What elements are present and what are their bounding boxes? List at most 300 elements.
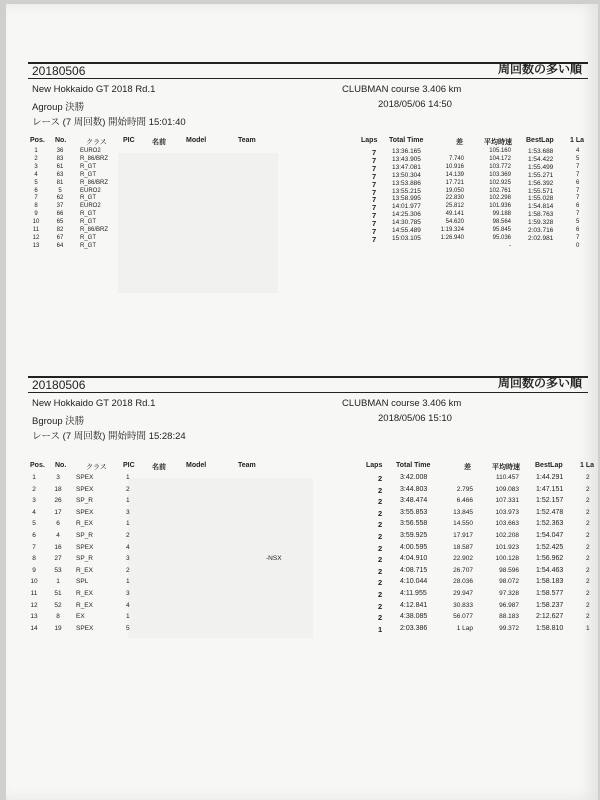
cell-avg-speed: 102.925 bbox=[489, 179, 511, 186]
cell-total-time: 3:56.558 bbox=[400, 520, 428, 528]
header-best-lap: BestLap bbox=[535, 462, 563, 469]
cell-pic: 2 bbox=[126, 532, 130, 539]
course-name: CLUBMAN course 3.406 km bbox=[342, 84, 462, 95]
cell-laps: 7 bbox=[372, 195, 377, 205]
cell-laps: 2 bbox=[378, 566, 383, 576]
cell-best-lap-number: 0 bbox=[576, 242, 580, 249]
cell-car-no: 1 bbox=[56, 578, 60, 586]
cell-class: SP_R bbox=[76, 497, 93, 505]
cell-pos: 6 bbox=[32, 532, 36, 539]
cell-car-no: 52 bbox=[54, 601, 62, 609]
table-row bbox=[28, 486, 588, 495]
cell-pos: 1 bbox=[32, 474, 36, 481]
cell-car-no: 3 bbox=[56, 474, 60, 481]
event-name: New Hokkaido GT 2018 Rd.1 bbox=[32, 398, 156, 409]
cell-laps: 7 bbox=[372, 148, 377, 157]
cell-best-lap-number: 2 bbox=[586, 555, 590, 563]
cell-class: SPEX bbox=[76, 508, 94, 516]
cell-car-no: 6 bbox=[56, 520, 60, 528]
cell-avg-speed: - bbox=[509, 242, 511, 249]
cell-total-time: 13:50.304 bbox=[392, 171, 421, 179]
cell-pos: 12 bbox=[32, 234, 40, 241]
cell-pos: 9 bbox=[32, 566, 36, 574]
cell-pos: 10 bbox=[32, 219, 40, 226]
cell-pos: 11 bbox=[32, 227, 40, 233]
cell-avg-speed: 102.208 bbox=[495, 532, 519, 539]
cell-total-time: 13:53.886 bbox=[392, 179, 421, 187]
cell-best-lap-number: 4 bbox=[576, 148, 580, 154]
cell-best-lap-number: 2 bbox=[586, 590, 590, 597]
cell-class: R_86/BRZ bbox=[80, 155, 109, 162]
cell-avg-speed: 104.172 bbox=[489, 155, 511, 162]
cell-best-lap: 1:55.028 bbox=[528, 195, 554, 203]
cell-best-lap-number: 2 bbox=[586, 601, 590, 609]
cell-pic: 1 bbox=[126, 613, 130, 621]
cell-pic: 3 bbox=[126, 555, 130, 563]
cell-pos: 10 bbox=[30, 578, 38, 586]
cell-class: SP_R bbox=[76, 555, 93, 563]
cell-diff: 49.141 bbox=[445, 211, 464, 218]
cell-laps: 2 bbox=[378, 520, 383, 530]
header-team: Team bbox=[238, 462, 256, 469]
cell-best-lap-number: 2 bbox=[586, 578, 590, 586]
cell-class: SPEX bbox=[76, 485, 94, 493]
cell-avg-speed: 107.331 bbox=[495, 497, 519, 505]
cell-pos: 4 bbox=[32, 508, 36, 516]
header-best-lap: BestLap bbox=[526, 137, 554, 144]
cell-laps: 2 bbox=[378, 532, 383, 541]
cell-car-no: 19 bbox=[54, 624, 62, 632]
cell-avg-speed: 88.183 bbox=[499, 613, 519, 621]
table-row bbox=[28, 509, 588, 518]
cell-class: R_GT bbox=[80, 195, 97, 202]
cell-avg-speed: 99.372 bbox=[499, 624, 519, 632]
cell-class: R_GT bbox=[80, 234, 97, 241]
table-row bbox=[28, 474, 588, 483]
cell-total-time: 3:44.803 bbox=[400, 485, 428, 493]
cell-car-no: 64 bbox=[56, 242, 64, 249]
cell-avg-speed: 95.845 bbox=[492, 227, 511, 233]
cell-total-time: 4:38.085 bbox=[400, 613, 428, 621]
cell-pos: 12 bbox=[30, 601, 38, 609]
cell-total-time: 13:55.215 bbox=[392, 187, 421, 195]
cell-class: R_86/BRZ bbox=[80, 227, 109, 233]
cell-diff: 22.830 bbox=[445, 195, 464, 202]
cell-car-no: 63 bbox=[56, 171, 64, 178]
cell-total-time: 3:55.853 bbox=[400, 508, 428, 516]
cell-avg-speed: 98.596 bbox=[499, 566, 519, 574]
header-pos: Pos. bbox=[30, 137, 45, 144]
header-model: Model bbox=[186, 462, 207, 469]
cell-best-lap-number: 7 bbox=[576, 195, 580, 202]
cell-class: SPEX bbox=[76, 474, 94, 481]
cell-pic: 3 bbox=[126, 590, 130, 597]
cell-diff: 14.550 bbox=[453, 520, 473, 528]
cell-pos: 7 bbox=[32, 543, 36, 551]
cell-diff: 30.833 bbox=[453, 601, 473, 609]
header-class: クラス bbox=[86, 139, 107, 146]
cell-avg-speed: 100.128 bbox=[495, 555, 519, 563]
cell-best-lap-number: 2 bbox=[586, 497, 590, 505]
cell-pos: 6 bbox=[34, 187, 38, 194]
header-total-time: Total Time bbox=[389, 137, 424, 144]
cell-best-lap-number: 2 bbox=[586, 474, 590, 481]
cell-diff: 7.740 bbox=[448, 155, 464, 162]
cell-avg-speed: 110.457 bbox=[495, 474, 519, 481]
cell-diff: 17.917 bbox=[453, 532, 473, 539]
cell-diff: 1 Lap bbox=[456, 624, 473, 632]
cell-car-no: 83 bbox=[56, 155, 64, 162]
cell-best-lap: 1:54.814 bbox=[528, 203, 554, 211]
header-avg-speed: 平均時速 bbox=[492, 464, 520, 471]
header-total-time: Total Time bbox=[396, 462, 431, 469]
cell-car-no: 17 bbox=[54, 508, 62, 516]
cell-avg-speed: 109.083 bbox=[495, 485, 519, 493]
cell-best-lap: 1:58.183 bbox=[536, 578, 564, 586]
cell-class: R_EX bbox=[76, 601, 93, 609]
cell-pos: 2 bbox=[34, 155, 38, 162]
cell-diff: 13.845 bbox=[453, 508, 473, 516]
cell-pos: 3 bbox=[32, 497, 36, 505]
cell-best-lap: 1:54.422 bbox=[528, 155, 554, 163]
cell-best-lap-number: 7 bbox=[576, 187, 580, 194]
cell-best-lap: 1:58.810 bbox=[536, 624, 564, 632]
cell-best-lap: 1:52.363 bbox=[536, 520, 564, 528]
cell-best-lap: 1:44.291 bbox=[536, 474, 564, 481]
cell-car-no: 62 bbox=[56, 195, 64, 202]
cell-pic: 5 bbox=[126, 624, 130, 632]
header-diff: 差 bbox=[456, 139, 463, 146]
cell-diff: 25.812 bbox=[445, 203, 464, 210]
cell-best-lap-number: 2 bbox=[586, 566, 590, 574]
table-row bbox=[28, 532, 588, 541]
cell-best-lap: 1:52.157 bbox=[536, 497, 564, 505]
header-no: No. bbox=[55, 137, 67, 144]
cell-car-no: 5 bbox=[58, 187, 62, 194]
header-laps: Laps bbox=[366, 462, 383, 469]
table-row bbox=[28, 625, 588, 634]
cell-best-lap: 1:58.763 bbox=[528, 211, 554, 219]
cell-total-time: 14:55.489 bbox=[392, 227, 421, 234]
header-model: Model bbox=[186, 137, 207, 144]
cell-class: R_GT bbox=[80, 242, 97, 249]
cell-laps: 7 bbox=[372, 155, 377, 165]
cell-diff: 28.036 bbox=[453, 578, 473, 586]
cell-pic: 3 bbox=[126, 508, 130, 516]
header-avg-speed: 平均時速 bbox=[484, 139, 512, 146]
table-row bbox=[28, 520, 588, 529]
cell-class: R_EX bbox=[76, 520, 93, 528]
cell-pic: 2 bbox=[126, 566, 130, 574]
cell-pos: 5 bbox=[32, 520, 36, 528]
cell-best-lap: 1:52.425 bbox=[536, 543, 564, 551]
header-name: 名前 bbox=[152, 464, 166, 471]
table-row bbox=[28, 243, 588, 252]
header-team: Team bbox=[238, 137, 256, 144]
cell-diff: 10.916 bbox=[445, 163, 464, 170]
table-row bbox=[28, 544, 588, 553]
cell-laps: 2 bbox=[378, 474, 383, 483]
cell-diff: 6.466 bbox=[456, 497, 473, 505]
cell-class: EURO2 bbox=[80, 148, 101, 154]
cell-total-time: 14:25.306 bbox=[392, 211, 421, 219]
cell-car-no: 8 bbox=[56, 613, 60, 621]
cell-total-time: 13:47.081 bbox=[392, 163, 421, 171]
table-row bbox=[28, 555, 588, 564]
cell-class: EURO2 bbox=[80, 187, 101, 194]
cell-pic: 1 bbox=[126, 474, 130, 481]
cell-class: SPL bbox=[76, 578, 89, 586]
cell-best-lap: 1:59.328 bbox=[528, 219, 554, 227]
cell-laps: 7 bbox=[372, 179, 377, 189]
cell-laps: 7 bbox=[372, 234, 377, 244]
cell-avg-speed: 103.369 bbox=[489, 171, 511, 178]
cell-class: SP_R bbox=[76, 532, 93, 539]
cell-diff: 56.077 bbox=[453, 613, 473, 621]
cell-laps: 1 bbox=[378, 624, 383, 634]
cell-best-lap: 1:55.499 bbox=[528, 163, 554, 171]
report-date: 20180506 bbox=[32, 64, 86, 78]
cell-laps: 7 bbox=[372, 203, 377, 213]
cell-avg-speed: 101.923 bbox=[495, 543, 519, 551]
cell-best-lap-number: 2 bbox=[586, 485, 590, 493]
cell-class: SPEX bbox=[76, 624, 94, 632]
cell-best-lap: 2:03.716 bbox=[528, 227, 554, 234]
cell-diff: 22.902 bbox=[453, 555, 473, 563]
cell-pos: 13 bbox=[32, 242, 40, 249]
cell-avg-speed: 95.036 bbox=[492, 234, 511, 241]
cell-avg-speed: 99.188 bbox=[492, 211, 511, 218]
cell-avg-speed: 102.298 bbox=[489, 195, 511, 202]
cell-pos: 9 bbox=[34, 211, 38, 218]
cell-car-no: 36 bbox=[56, 148, 64, 154]
group-label: Agroup 決勝 bbox=[32, 102, 85, 113]
cell-pos: 8 bbox=[32, 555, 36, 563]
cell-car-no: 53 bbox=[54, 566, 62, 574]
cell-car-no: 82 bbox=[56, 227, 64, 233]
cell-total-time: 3:48.474 bbox=[400, 497, 428, 505]
cell-best-lap: 1:56.962 bbox=[536, 555, 564, 563]
cell-total-time: 3:59.925 bbox=[400, 532, 428, 539]
cell-best-lap-number: 2 bbox=[586, 532, 590, 539]
session-datetime: 2018/05/06 14:50 bbox=[378, 99, 452, 110]
cell-best-lap: 1:55.271 bbox=[528, 171, 554, 179]
cell-pos: 2 bbox=[32, 485, 36, 493]
cell-class: EX bbox=[76, 613, 85, 621]
header-name: 名前 bbox=[152, 139, 166, 146]
cell-class: EURO2 bbox=[80, 203, 101, 210]
cell-car-no: 26 bbox=[54, 497, 62, 505]
cell-class: SPEX bbox=[76, 543, 94, 551]
cell-car-no: 66 bbox=[56, 211, 64, 218]
header-lap-number: 1 La bbox=[570, 137, 585, 144]
cell-pic: 2 bbox=[126, 485, 130, 493]
cell-class: R_GT bbox=[80, 171, 97, 178]
cell-best-lap: 2:12.627 bbox=[536, 613, 564, 621]
cell-car-no: 37 bbox=[56, 203, 64, 210]
cell-laps: 7 bbox=[372, 211, 377, 221]
cell-laps: 2 bbox=[378, 601, 383, 611]
cell-car-no: 61 bbox=[56, 163, 64, 170]
cell-avg-speed: 103.772 bbox=[489, 163, 511, 170]
cell-best-lap-number: 7 bbox=[576, 234, 580, 241]
cell-pos: 1 bbox=[34, 148, 38, 154]
cell-diff: 1:26.940 bbox=[440, 234, 464, 241]
cell-pic: 1 bbox=[126, 497, 130, 505]
cell-car-no: 81 bbox=[56, 179, 64, 186]
group-label: Bgroup 決勝 bbox=[32, 416, 85, 427]
cell-best-lap: 1:58.577 bbox=[536, 590, 564, 597]
cell-total-time: 13:58.995 bbox=[392, 195, 421, 203]
table-row bbox=[28, 602, 588, 611]
cell-total-time: 4:00.595 bbox=[400, 543, 428, 551]
cell-diff: 54.620 bbox=[445, 219, 464, 226]
cell-laps: 7 bbox=[372, 227, 377, 236]
cell-total-time: 13:36.165 bbox=[392, 148, 421, 155]
cell-total-time: 3:42.008 bbox=[400, 474, 428, 481]
cell-pos: 7 bbox=[34, 195, 38, 202]
cell-class: R_GT bbox=[80, 219, 97, 226]
cell-best-lap-number: 1 bbox=[586, 624, 590, 632]
cell-avg-speed: 97.328 bbox=[499, 590, 519, 597]
cell-avg-speed: 102.761 bbox=[489, 187, 511, 194]
report-date: 20180506 bbox=[32, 378, 86, 392]
cell-laps: 2 bbox=[378, 508, 383, 518]
cell-best-lap: 1:54.047 bbox=[536, 532, 564, 539]
cell-best-lap-number: 2 bbox=[586, 613, 590, 621]
header-no: No. bbox=[55, 462, 67, 469]
cell-best-lap-number: 2 bbox=[586, 543, 590, 551]
cell-class: R_GT bbox=[80, 211, 97, 218]
header-class: クラス bbox=[86, 464, 107, 471]
cell-pic: 1 bbox=[126, 520, 130, 528]
cell-total-time: 2:03.386 bbox=[400, 624, 428, 632]
cell-laps: 2 bbox=[378, 613, 383, 623]
cell-best-lap: 1:52.478 bbox=[536, 508, 564, 516]
cell-total-time: 4:12.841 bbox=[400, 601, 428, 609]
cell-diff: 1:19.324 bbox=[440, 227, 464, 233]
cell-car-no: 4 bbox=[56, 532, 60, 539]
header-pic: PIC bbox=[123, 462, 135, 469]
cell-best-lap-number: 5 bbox=[576, 155, 580, 162]
table-row bbox=[28, 567, 588, 576]
cell-total-time: 13:43.905 bbox=[392, 155, 421, 163]
cell-total-time: 4:08.715 bbox=[400, 566, 428, 574]
header-laps: Laps bbox=[361, 137, 378, 144]
cell-car-no: 27 bbox=[54, 555, 62, 563]
cell-pos: 11 bbox=[30, 590, 38, 597]
cell-best-lap: 1:47.151 bbox=[536, 485, 564, 493]
cell-laps: 7 bbox=[372, 163, 377, 173]
cell-avg-speed: 98.072 bbox=[499, 578, 519, 586]
race-info: レース (7 周回数) 開始時間 15:01:40 bbox=[32, 117, 186, 128]
divider bbox=[28, 78, 588, 79]
cell-laps: 2 bbox=[378, 485, 383, 495]
cell-best-lap: 1:55.571 bbox=[528, 187, 554, 195]
divider bbox=[28, 392, 588, 393]
session-datetime: 2018/05/06 15:10 bbox=[378, 413, 452, 424]
cell-best-lap-number: 7 bbox=[576, 171, 580, 178]
cell-diff: 29.947 bbox=[453, 590, 473, 597]
cell-laps: 2 bbox=[378, 555, 383, 565]
cell-diff: 18.587 bbox=[453, 543, 473, 551]
cell-avg-speed: 103.973 bbox=[495, 508, 519, 516]
cell-total-time: 4:11.955 bbox=[400, 590, 427, 597]
header-pic: PIC bbox=[123, 137, 135, 144]
cell-total-time: 14:30.785 bbox=[392, 219, 421, 227]
cell-pic: 1 bbox=[126, 578, 130, 586]
cell-avg-speed: 96.987 bbox=[499, 601, 519, 609]
cell-laps: 7 bbox=[372, 171, 377, 181]
table-row bbox=[28, 590, 588, 599]
table-row bbox=[28, 578, 588, 587]
sort-order-label: 周回数の多い順 bbox=[497, 62, 582, 76]
cell-laps: 7 bbox=[372, 219, 377, 229]
cell-laps: 2 bbox=[378, 497, 383, 507]
cell-diff: 19.050 bbox=[445, 187, 464, 194]
cell-car-no: 65 bbox=[56, 219, 64, 226]
cell-best-lap-number: 7 bbox=[576, 211, 580, 218]
cell-best-lap: 1:54.463 bbox=[536, 566, 564, 574]
table-row bbox=[28, 497, 588, 506]
cell-laps: 2 bbox=[378, 590, 383, 599]
cell-class: R_EX bbox=[76, 590, 93, 597]
cell-best-lap-number: 2 bbox=[586, 520, 590, 528]
cell-best-lap-number: 6 bbox=[576, 179, 580, 186]
cell-class: R_86/BRZ bbox=[80, 179, 109, 186]
cell-pos: 5 bbox=[34, 179, 38, 186]
cell-pos: 8 bbox=[34, 203, 38, 210]
cell-best-lap: 2:02.981 bbox=[528, 234, 554, 242]
cell-total-time: 4:10.044 bbox=[400, 578, 428, 586]
cell-diff: 17.721 bbox=[445, 179, 464, 186]
cell-diff: 14.139 bbox=[445, 171, 464, 178]
cell-best-lap-number: 2 bbox=[586, 508, 590, 516]
header-lap-number: 1 La bbox=[580, 462, 595, 469]
event-name: New Hokkaido GT 2018 Rd.1 bbox=[32, 84, 156, 95]
cell-team: -NSX bbox=[266, 555, 282, 563]
course-name: CLUBMAN course 3.406 km bbox=[342, 398, 462, 409]
cell-total-time: 4:04.910 bbox=[400, 555, 428, 563]
header-pos: Pos. bbox=[30, 462, 45, 469]
cell-pos: 14 bbox=[30, 624, 38, 632]
race-info: レース (7 周回数) 開始時間 15:28:24 bbox=[32, 431, 186, 442]
cell-avg-speed: 103.663 bbox=[495, 520, 519, 528]
cell-car-no: 51 bbox=[54, 590, 62, 597]
cell-pos: 4 bbox=[34, 171, 38, 178]
cell-laps: 2 bbox=[378, 543, 383, 553]
cell-avg-speed: 101.936 bbox=[489, 203, 511, 210]
cell-diff: 26.707 bbox=[453, 566, 473, 574]
cell-car-no: 16 bbox=[54, 543, 62, 551]
cell-diff: 2.795 bbox=[456, 485, 473, 493]
cell-class: R_GT bbox=[80, 163, 97, 170]
cell-car-no: 67 bbox=[56, 234, 64, 241]
cell-total-time: 15:03.105 bbox=[392, 234, 421, 242]
sort-order-label: 周回数の多い順 bbox=[497, 376, 582, 390]
cell-best-lap: 1:53.688 bbox=[528, 148, 554, 155]
table-row bbox=[28, 613, 588, 622]
cell-car-no: 18 bbox=[54, 485, 62, 493]
cell-total-time: 14:01.977 bbox=[392, 203, 421, 211]
cell-best-lap: 1:58.237 bbox=[536, 601, 564, 609]
cell-laps: 7 bbox=[372, 187, 377, 197]
cell-pic: 4 bbox=[126, 543, 130, 551]
cell-best-lap-number: 5 bbox=[576, 219, 580, 226]
cell-avg-speed: 105.160 bbox=[489, 148, 511, 154]
cell-laps: 2 bbox=[378, 578, 383, 588]
cell-avg-speed: 98.564 bbox=[492, 219, 511, 226]
